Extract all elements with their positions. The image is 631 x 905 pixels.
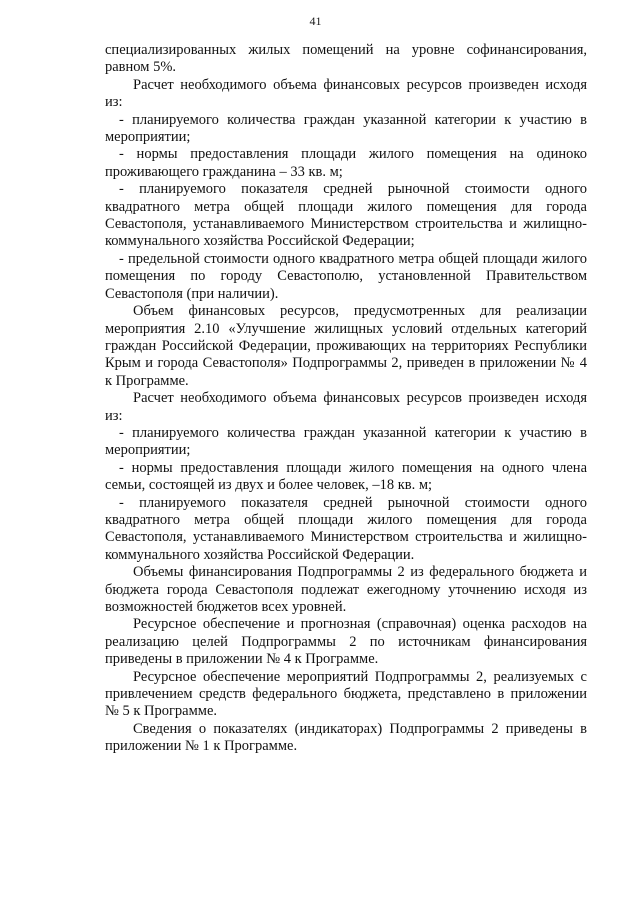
list-item: - нормы предоставления площади жилого помещения на одного члена семьи, состоящей из двух и более человек, –18 кв. м; xyxy=(105,459,587,494)
list-item: - планируемого количества граждан указанной категории к участию в мероприятии; xyxy=(105,111,587,146)
document-body xyxy=(105,42,587,756)
paragraph: Сведения о показателях (индикаторах) Подпрограммы 2 приведены в приложении № 1 к Программе. xyxy=(105,720,587,755)
list-item: - планируемого показателя средней рыночной стоимости одного квадратного метра общей площади жилого помещения для города Севастополя, устанавливаемого Министерством строительства и жилищно-коммунального хозяйства Российской Федерации; xyxy=(105,181,587,250)
paragraph: Объем финансовых ресурсов, предусмотренных для реализации мероприятия 2.10 «Улучшение жилищных условий отдельных категорий граждан Российской Федерации, проживающих на территориях Республики Крым и города Севастополя» Подпрограммы 2, приведен в приложении № 4 к Программе. xyxy=(105,303,587,389)
list-item: - предельной стоимости одного квадратного метра общей площади жилого помещения по городу Севастополю, установленной Правительством Севастополя (при наличии). xyxy=(105,250,587,302)
paragraph: Объемы финансирования Подпрограммы 2 из федерального бюджета и бюджета города Севастополя подлежат ежегодному уточнению исходя из возможностей бюджетов всех уровней. xyxy=(105,564,587,615)
list-item: - нормы предоставления площади жилого помещения на одиноко проживающего гражданина – 33 кв. м; xyxy=(105,146,587,180)
paragraph: Ресурсное обеспечение мероприятий Подпрограммы 2, реализуемых с привлечением средств федерального бюджета, представлено в приложении № 5 к Программе. xyxy=(105,668,587,720)
paragraph: Расчет необходимого объема финансовых ресурсов произведен исходя из: xyxy=(105,390,587,424)
paragraph: специализированных жилых помещений на уровне софинансирования, равном 5%. xyxy=(105,42,587,76)
paragraph: Ресурсное обеспечение и прогнозная (справочная) оценка расходов на реализацию целей Подпрограммы 2 по источникам финансирования приведены в приложении № 4 к Программе. xyxy=(105,616,587,668)
list-item: - планируемого количества граждан указанной категории к участию в мероприятии; xyxy=(105,424,587,459)
paragraph: Расчет необходимого объема финансовых ресурсов произведен исходя из: xyxy=(105,76,587,111)
page-number: 41 xyxy=(309,14,322,28)
list-item: - планируемого показателя средней рыночной стоимости одного квадратного метра общей площади жилого помещения для города Севастополя, устанавливаемого Министерством строительства и жилищно-коммунального хозяйства Российской Федерации. xyxy=(105,494,587,563)
